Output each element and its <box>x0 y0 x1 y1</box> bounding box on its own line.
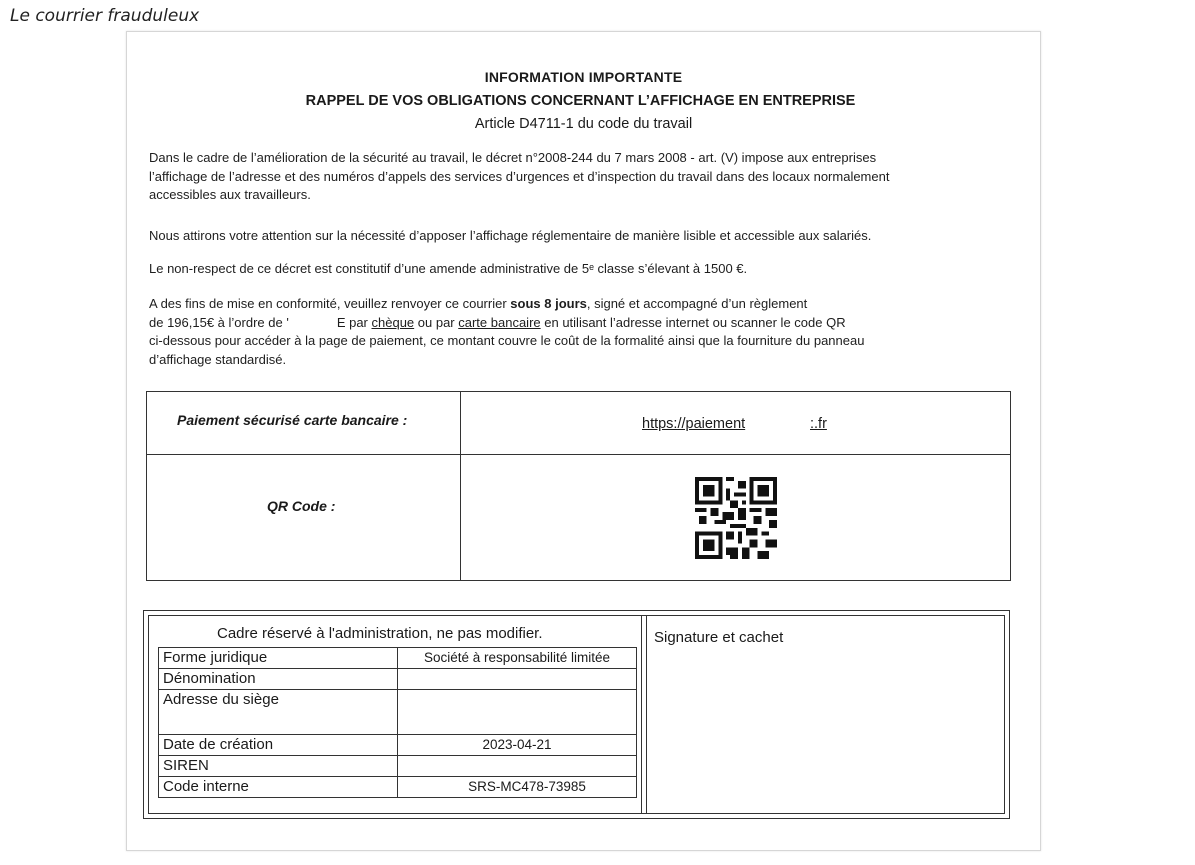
table-row <box>159 648 637 669</box>
row-value <box>398 756 637 777</box>
letter-subtitle: RAPPEL DE VOS OBLIGATIONS CONCERNANT L’AFFICHAGE EN ENTREPRISE <box>305 93 856 109</box>
card-text: carte bancaire <box>458 314 541 330</box>
row-label: Adresse du siège <box>159 690 398 735</box>
payment-url[interactable]: https://paiement <box>642 416 746 432</box>
payment-table <box>146 391 1011 581</box>
text: ou par <box>414 314 459 330</box>
row-label: Date de création <box>159 735 398 756</box>
text: de 196,15€ à l’ordre de ' <box>149 314 289 330</box>
letter-article: Article D4711-1 du code du travail <box>474 116 693 132</box>
deadline-text: sous 8 jours <box>510 296 587 311</box>
company-info-table <box>158 647 637 798</box>
admin-title: Cadre réservé à l'administration, ne pas modifier. <box>217 625 543 642</box>
row-value <box>398 669 637 690</box>
paragraph-decree <box>149 149 994 205</box>
card-payment-label: Paiement sécurisé carte bancaire : <box>177 412 408 428</box>
row-label: Forme juridique <box>159 648 398 669</box>
row-value <box>398 690 637 735</box>
letter-title: INFORMATION IMPORTANTE <box>484 69 683 85</box>
row-label: Code interne <box>159 777 398 798</box>
row-label: SIREN <box>159 756 398 777</box>
cheque-text: chèque <box>371 314 415 330</box>
payment-url-suffix[interactable]: :.fr <box>810 416 827 432</box>
scanned-letter <box>126 31 1041 851</box>
text: E par <box>336 314 372 330</box>
paragraph-line: ci-dessous pour accéder à la page de paiement, ce montant couvre le coût de la formalité ainsi que la fourniture du panneau <box>149 333 865 348</box>
table-row <box>159 669 637 690</box>
row-value: Société à responsabilité limitée <box>398 648 637 669</box>
signature-label: Signature et cachet <box>654 629 784 646</box>
paragraph-payment-request <box>149 295 994 369</box>
text: A des fins de mise en conformité, veuillez renvoyer ce courrier <box>149 296 511 311</box>
row-value: SRS-MC478-73985 <box>398 777 637 798</box>
table-row <box>159 690 637 735</box>
qr-code-label: QR Code : <box>267 498 336 514</box>
text: , signé et accompagné d’un règlement <box>586 296 808 311</box>
table-row <box>159 756 637 777</box>
paragraph-penalty: Le non-respect de ce décret est constitutif d’une amende administrative de 5ᵉ classe s’élevant à 1500 €. <box>149 261 748 276</box>
caption: Le courrier frauduleux <box>10 6 200 26</box>
row-label: Dénomination <box>159 669 398 690</box>
paragraph-line: d’affichage standardisé. <box>149 351 287 367</box>
administration-box <box>143 610 1010 819</box>
paragraph-attention: Nous attirons votre attention sur la nécessité d’apposer l’affichage réglementaire de manière lisible et accessible aux salariés. <box>149 228 872 243</box>
table-row <box>159 777 637 798</box>
paragraph-line: Dans le cadre de l’amélioration de la sécurité au travail, le décret n°2008-244 du 7 mars 2008 - art. (V) impose aux entreprises <box>149 150 877 165</box>
qr-code-icon <box>695 477 777 559</box>
row-value: 2023-04-21 <box>398 735 637 756</box>
paragraph-line: accessibles aux travailleurs. <box>149 187 311 202</box>
text: en utilisant l’adresse internet ou scanner le code QR <box>540 314 846 330</box>
table-row <box>159 735 637 756</box>
paragraph-line: l’affichage de l’adresse et des numéros d’appels des services d’urgences et d’inspection du travail dans des locaux normalement <box>149 168 890 184</box>
